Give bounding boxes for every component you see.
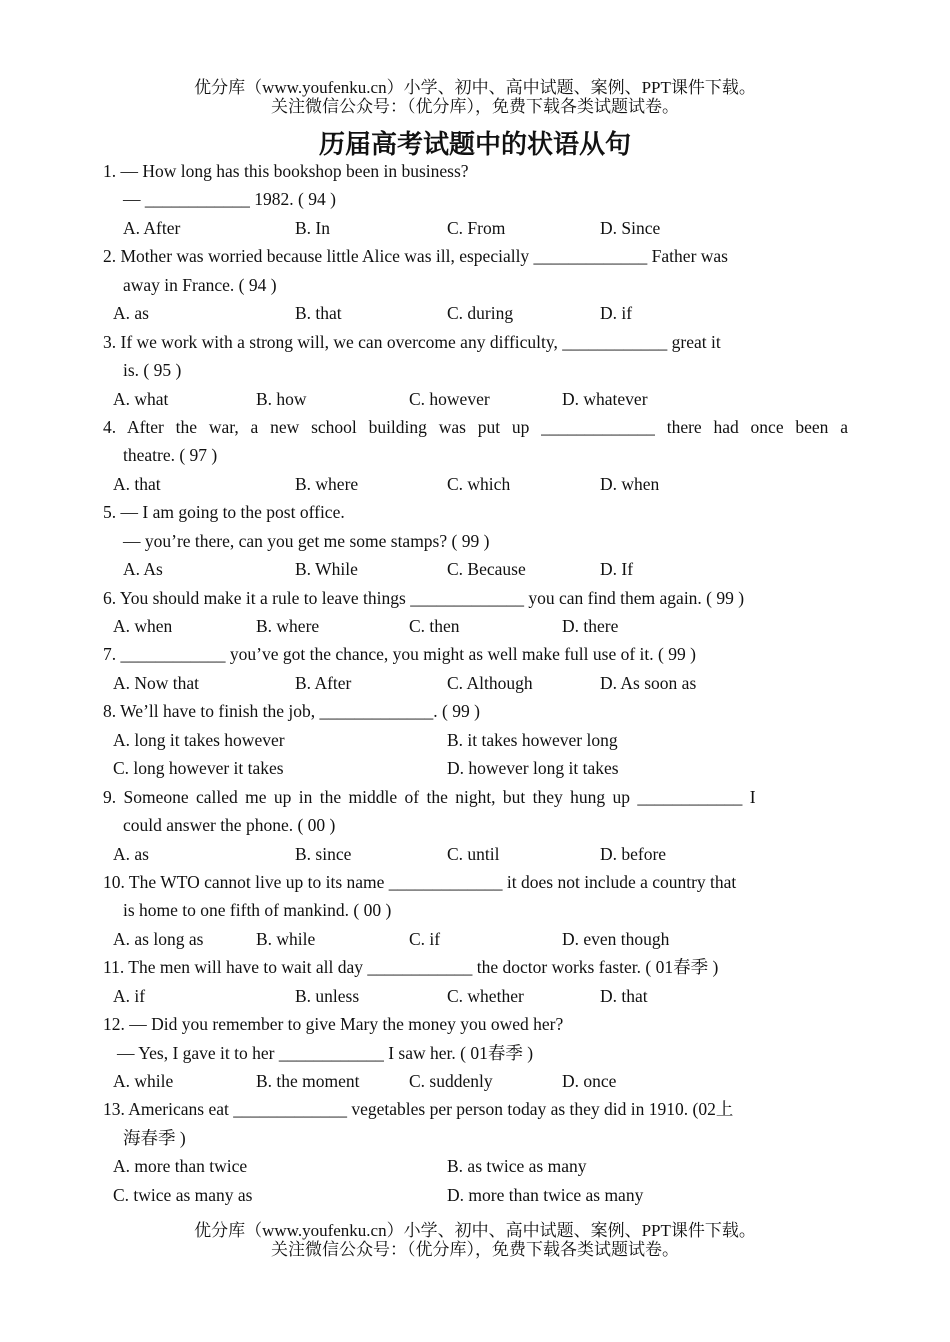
option-d: D. however long it takes [447,758,619,779]
question-6-line-1: 6. You should make it a rule to leave things _____________ you can find them again. ( 99 ) [103,587,745,608]
question-10-options [103,925,848,953]
option-c: C. then [409,616,460,636]
document-title: 历届高考试题中的状语从句 [318,130,631,160]
option-b: B. while [256,928,316,949]
question-5-line-2: — you’re there, can you get me some stamps? ( 99 ) [123,530,490,551]
option-d: D. when [600,473,660,494]
page-header-line-2: 关注微信公众号：（优分库），免费下载各类试题试卷。 [271,97,679,116]
question-8-options-row-1 [103,726,848,754]
option-a: A. as [113,843,149,864]
option-b: B. unless [295,985,360,1006]
option-c: C. long however it takes [113,758,284,779]
option-d: D. more than twice as many [447,1184,644,1205]
option-b: B. as twice as many [447,1156,587,1177]
option-b: B. After [295,672,352,693]
option-a: A. if [113,985,146,1006]
option-c: C. Although [447,672,533,693]
option-c: C. twice as many as [113,1184,253,1205]
question-2-line-1: 2. Mother was worried because little Alice was ill, especially _____________ Father was [103,246,728,267]
option-a: A. when [113,616,173,636]
question-8-options-row-2 [103,754,848,782]
option-b: B. how [256,388,307,409]
question-6-options [103,612,848,640]
option-c: C. until [447,843,500,864]
question-10-line-2: is home to one fifth of mankind. ( 00 ) [123,900,392,921]
question-11-line-1: 11. The men will have to wait all day ____________ the doctor works faster. ( 01春季 ) [103,957,719,978]
option-c: C. suddenly [409,1071,493,1091]
option-a: A. that [113,473,161,494]
option-c: C. Because [447,559,526,580]
question-7-line-1: 7. ____________ you’ve got the chance, you might as well make full use of it. ( 99 ) [103,644,696,665]
question-1-line-2: — ____________ 1982. ( 94 ) [123,189,336,210]
option-d: D. if [600,303,633,324]
question-9-line-2: could answer the phone. ( 00 ) [123,815,336,836]
question-4-options [103,470,848,498]
option-c: C. From [447,217,506,238]
question-10-line-1: 10. The WTO cannot live up to its name _____________ it does not include a country that [103,871,737,892]
question-9-options [103,840,848,868]
option-d: D. there [562,616,619,636]
option-b: B. In [295,217,330,238]
option-a: A. Now that [113,672,200,693]
question-13-options-row-1 [103,1152,848,1180]
option-b: B. that [295,303,342,324]
option-c: C. which [447,473,511,494]
question-5-options [103,555,848,583]
option-b: B. the moment [256,1071,360,1091]
question-8-line-1: 8. We’ll have to finish the job, _____________. ( 99 ) [103,701,480,722]
question-1-line-1: 1. — How long has this bookshop been in business? [103,161,469,181]
option-c: C. whether [447,985,524,1006]
option-c: C. if [409,928,441,949]
option-a: A. as long as [113,928,204,949]
question-2-line-2: away in France. ( 94 ) [123,274,277,295]
option-a: A. as [113,303,149,324]
question-13-options-row-2 [103,1181,848,1209]
question-1-options [103,214,848,242]
option-b: B. it takes however long [447,729,618,750]
option-d: D. As soon as [600,672,697,693]
page-header-line-1: 优分库（www.youfenku.cn）小学、初中、高中试题、案例、PPT课件下载。 [194,78,756,97]
question-4-line-1: 4. After the war, a new school building was put up _____________ there had once been a [103,416,848,437]
question-5-line-1: 5. — I am going to the post office. [103,502,345,523]
question-list [103,157,848,1209]
question-12-line-2: — Yes, I gave it to her ____________ I saw her. ( 01春季 ) [117,1042,534,1063]
option-d: D. even though [562,928,670,949]
question-7-options [103,669,848,697]
option-c: C. however [409,388,490,409]
option-c: C. during [447,303,514,324]
option-d: D. whatever [562,388,648,409]
option-b: B. While [295,559,358,580]
question-12-options [103,1067,848,1095]
option-a: A. what [113,388,169,409]
option-b: B. where [295,473,359,494]
option-d: D. If [600,559,634,580]
option-a: A. long it takes however [113,729,285,750]
option-b: B. where [256,616,320,636]
question-13-line-2: 海春季 ) [123,1127,186,1148]
option-a: A. more than twice [113,1156,248,1177]
question-3-line-1: 3. If we work with a strong will, we can overcome any difficulty, ____________ great it [103,331,721,352]
question-12-line-1: 12. — Did you remember to give Mary the money you owed her? [103,1014,564,1035]
question-3-line-2: is. ( 95 ) [123,360,182,381]
question-11-options [103,982,848,1010]
option-d: D. that [600,985,648,1006]
page-footer-line-2: 关注微信公众号：（优分库），免费下载各类试题试卷。 [271,1240,679,1259]
question-3-options [103,385,848,413]
question-13-line-1: 13. Americans eat _____________ vegetables per person today as they did in 1910. (02上 [103,1099,734,1120]
option-d: D. once [562,1071,617,1091]
question-4-line-2: theatre. ( 97 ) [123,445,218,466]
option-a: A. while [113,1071,174,1091]
option-d: D. before [600,843,667,864]
question-9-line-1: 9. Someone called me up in the middle of the night, but they hung up ____________ I [103,786,756,807]
option-a: A. As [123,559,163,580]
option-b: B. since [295,843,352,864]
question-2-options [103,299,848,327]
option-d: D. Since [600,217,661,238]
page-footer-line-1: 优分库（www.youfenku.cn）小学、初中、高中试题、案例、PPT课件下载。 [194,1221,756,1240]
option-a: A. After [123,217,181,238]
